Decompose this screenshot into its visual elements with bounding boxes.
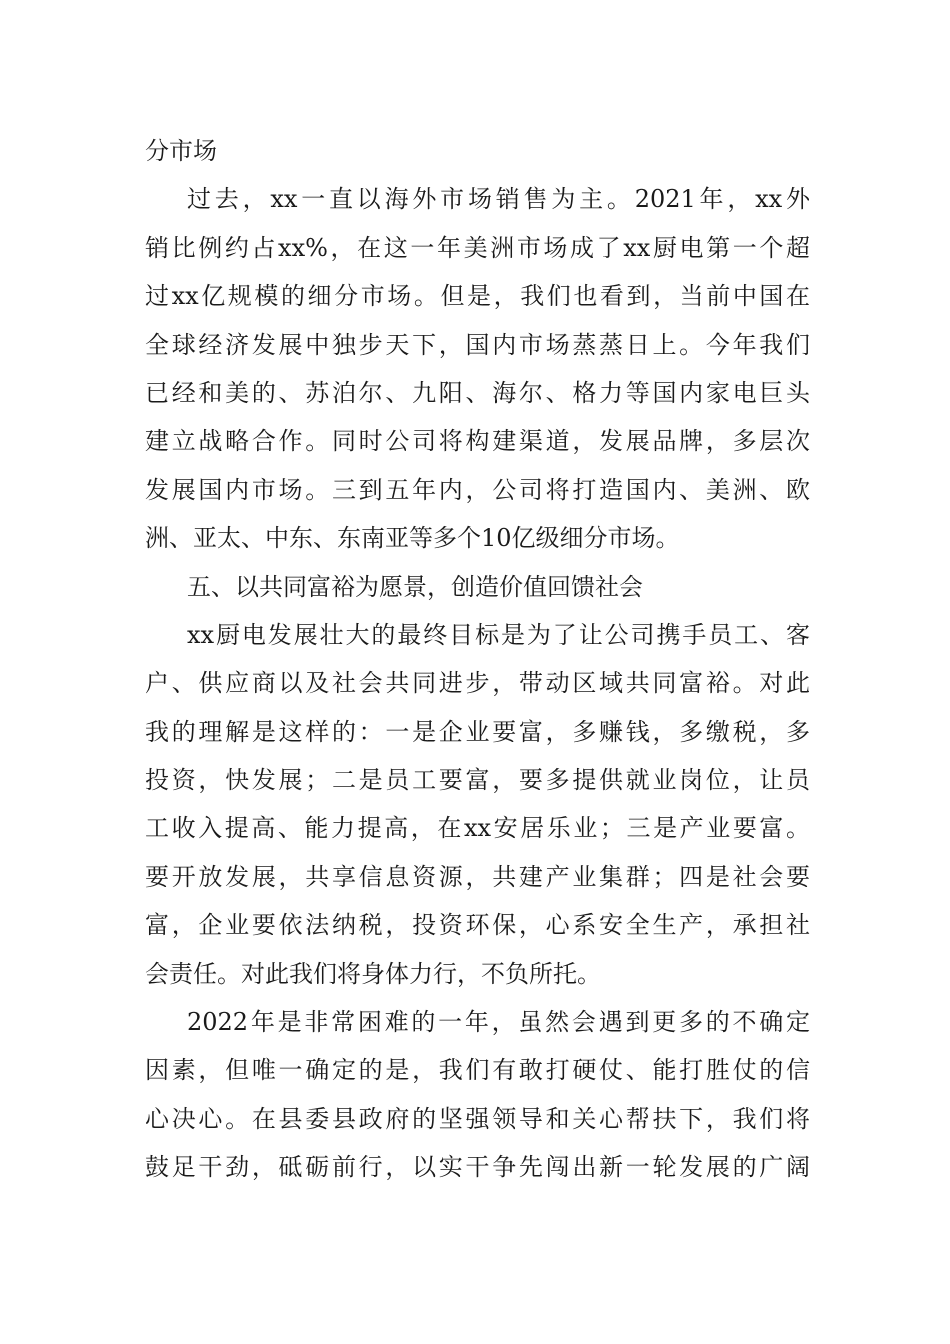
paragraph-first-line: xx厨电发展壮大的最终目标是为了让公司携手员工、客 bbox=[187, 620, 810, 649]
text-line: 分市场 bbox=[145, 137, 217, 165]
document-body bbox=[145, 127, 810, 1192]
paragraph-first-line: 过去，xx一直以海外市场销售为主。2021年，xx外 bbox=[187, 185, 810, 214]
paragraph-first-line: 2022年是非常困难的一年，虽然会遇到更多的不确定 bbox=[187, 1008, 810, 1037]
text-line: 过xx亿规模的细分市场。但是，我们也看到，当前中国在 bbox=[145, 282, 810, 311]
text-line: 销比例约占xx%，在这一年美洲市场成了xx厨电第一个超 bbox=[145, 233, 810, 262]
text-line: 发展国内市场。三到五年内，公司将打造国内、美洲、欧 bbox=[145, 475, 810, 504]
text-line: 会责任。对此我们将身体力行，不负所托。 bbox=[145, 959, 601, 988]
section-heading: 五、以共同富裕为愿景，创造价值回馈社会 bbox=[187, 572, 643, 601]
text-line: 工收入提高、能力提高，在xx安居乐业；三是产业要富。 bbox=[145, 814, 810, 843]
text-line: 要开放发展，共享信息资源，共建产业集群；四是社会要 bbox=[145, 862, 810, 891]
text-line: 全球经济发展中独步天下，国内市场蒸蒸日上。今年我们 bbox=[145, 330, 810, 359]
text-line: 鼓足干劲，砥砺前行，以实干争先闯出新一轮发展的广阔 bbox=[145, 1153, 810, 1182]
text-line: 心决心。在县委县政府的坚强领导和关心帮扶下，我们将 bbox=[145, 1104, 810, 1133]
text-line: 富，企业要依法纳税，投资环保，心系安全生产，承担社 bbox=[145, 911, 810, 940]
text-line: 建立战略合作。同时公司将构建渠道，发展品牌，多层次 bbox=[145, 427, 810, 456]
text-line: 因素，但唯一确定的是，我们有敢打硬仗、能打胜仗的信 bbox=[145, 1056, 810, 1085]
text-line: 已经和美的、苏泊尔、九阳、海尔、格力等国内家电巨头 bbox=[145, 378, 810, 407]
text-line: 洲、亚太、中东、东南亚等多个10亿级细分市场。 bbox=[145, 524, 680, 553]
text-line: 投资，快发展；二是员工要富，要多提供就业岗位，让员 bbox=[145, 766, 810, 795]
text-line: 户、供应商以及社会共同进步，带动区域共同富裕。对此 bbox=[145, 669, 810, 698]
text-line: 我的理解是这样的：一是企业要富，多赚钱，多缴税，多 bbox=[145, 717, 810, 746]
